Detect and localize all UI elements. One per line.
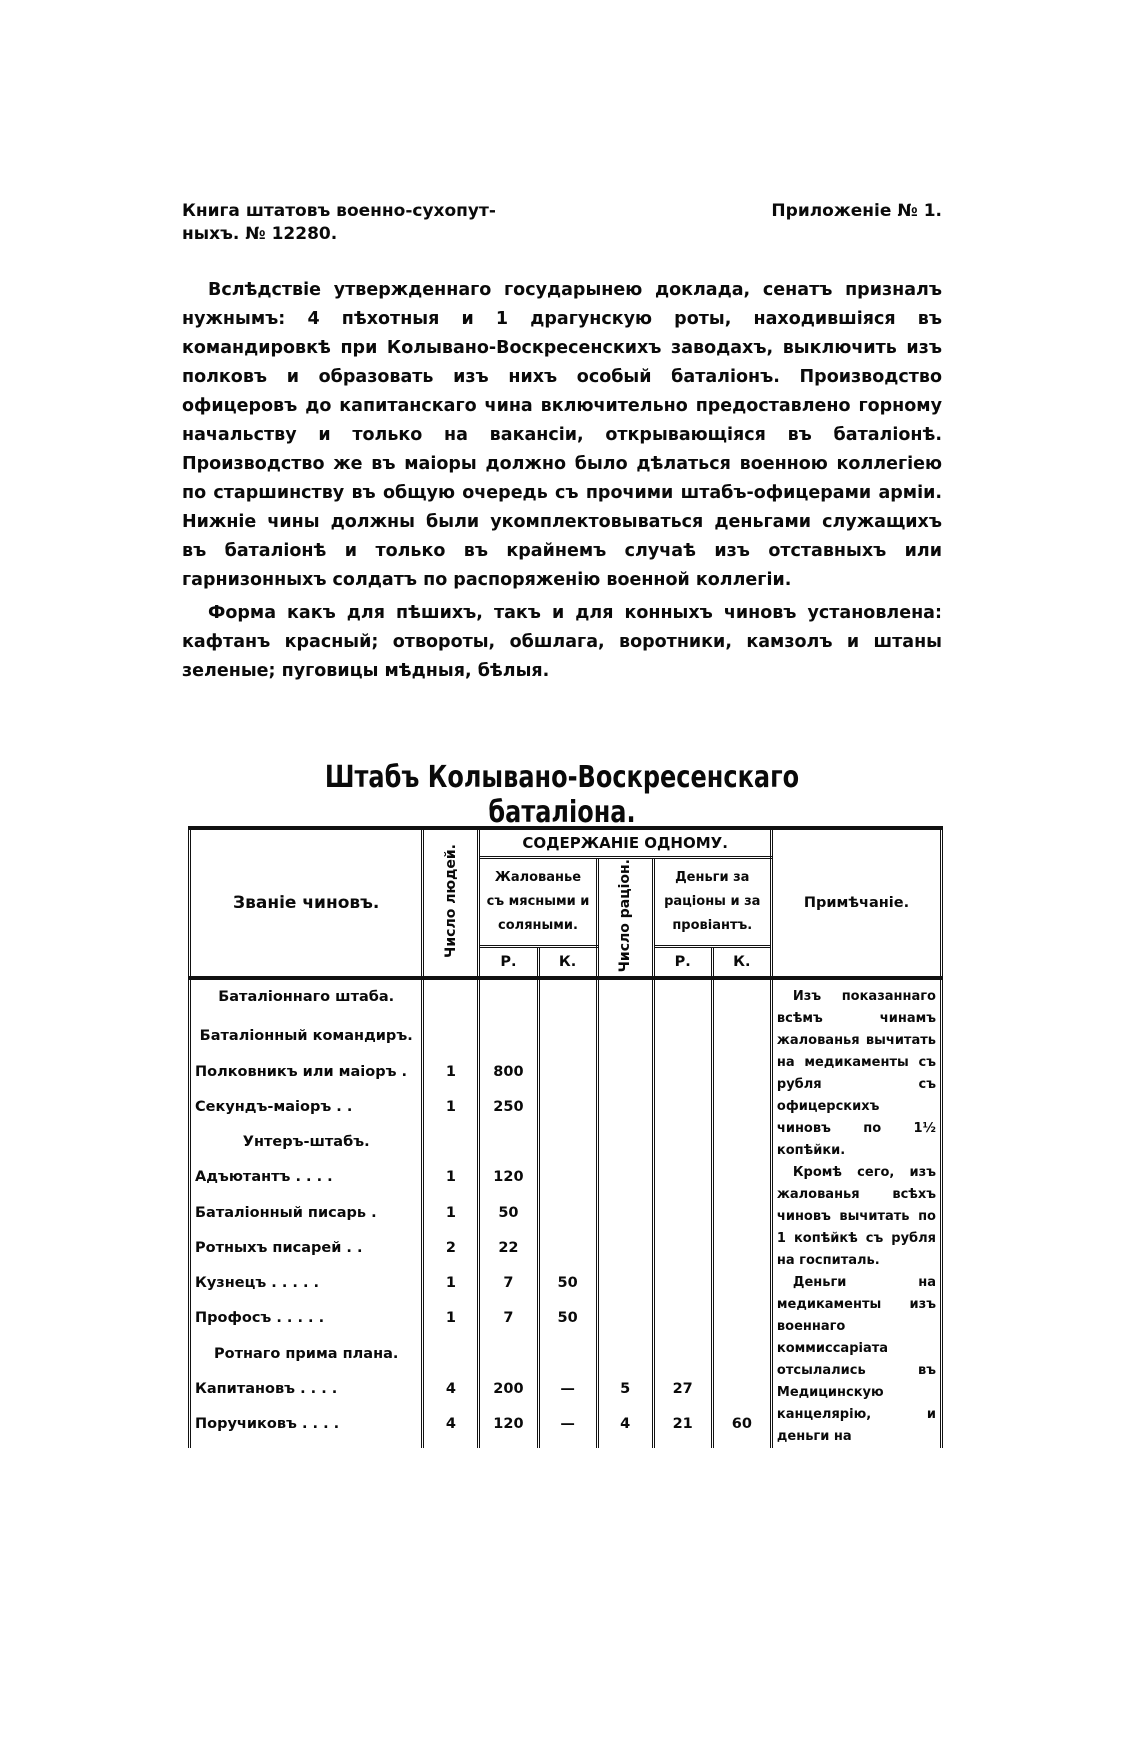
document-page	[182, 200, 952, 1445]
row-people: 4	[423, 1413, 479, 1448]
row-rations	[597, 1096, 653, 1131]
row-salary-kop: 50	[538, 1307, 597, 1342]
body-text	[182, 276, 942, 686]
row-people: 4	[423, 1378, 479, 1413]
header-source-line2: ныхъ. № 12280.	[182, 224, 338, 244]
row-rations: 4	[597, 1413, 653, 1448]
row-salary-kop	[538, 1096, 597, 1131]
header-salary-rub: Р.	[479, 947, 538, 979]
row-salary-rub: 200	[479, 1378, 538, 1413]
row-salary-rub: 7	[479, 1307, 538, 1342]
header-source-line1: Книга штатовъ военно-сухопут-	[182, 201, 496, 221]
row-rations-rub	[653, 1307, 712, 1342]
header-salary-kop: К.	[538, 947, 597, 979]
row-rations	[597, 1307, 653, 1342]
row-rations-rub	[653, 1096, 712, 1131]
table-title: Штабъ Колывано-Воскресенскаго баталіона.	[324, 760, 800, 830]
row-people: 1	[423, 1307, 479, 1342]
paragraph-2: Форма какъ для пѣшихъ, такъ и для конныхъ чиновъ установлена: кафтанъ красный; отвороты, обшлага, воротники, камзолъ и штаны зеленые; пуговицы мѣдныя, бѣлыя.	[182, 603, 942, 681]
remark-3: Деньги на медикаменты изъ военнаго коммиссаріата отсылались въ Медицинскую канцелярію, и деньги на	[776, 1275, 936, 1445]
header-people	[423, 828, 479, 978]
row-rations-rub: 27	[653, 1378, 712, 1413]
row-name: Ротныхъ писарей . .	[190, 1237, 423, 1272]
row-rations	[597, 1237, 653, 1272]
remark-2: Кромѣ сего, изъ жалованья всѣхъ чиновъ вычитать по 1 копѣйкѣ съ рубля на госпиталь.	[776, 1165, 936, 1269]
header-rations-rub: Р.	[653, 947, 712, 979]
row-salary-rub: 250	[479, 1096, 538, 1131]
row-name: Адъютантъ . . . .	[190, 1166, 423, 1201]
row-section: Унтеръ-штабъ.	[190, 1131, 423, 1166]
row-rations	[597, 1061, 653, 1096]
row-people: 1	[423, 1202, 479, 1237]
header-rations-count	[597, 858, 653, 979]
row-rations-kop	[712, 1272, 771, 1307]
row-rations-kop	[712, 1061, 771, 1096]
row-salary-rub: 120	[479, 1413, 538, 1448]
header-content-group: СОДЕРЖАНІЕ ОДНОМУ.	[479, 828, 772, 858]
table-row	[190, 978, 942, 1025]
row-rations-kop	[712, 1378, 771, 1413]
row-rations-kop	[712, 1096, 771, 1131]
paragraph-1: Вслѣдствіе утвержденнаго государынею доклада, сенатъ призналъ нужнымъ: 4 пѣхотныя и 1 драгунскую роты, находившіяся въ командировкѣ при Колывано-Воскресенскихъ заводахъ, выключить изъ полковъ и образовать изъ нихъ особый баталіонъ. Производство офицеровъ до капитанскаго чина включительно предоставлено горному начальству и только на вакансіи, открывающіяся въ баталіонѣ. Производство же въ маіоры должно было дѣлаться военною коллегіею по старшинству въ общую очередь съ прочими штабъ-офицерами арміи. Нижніе чины должны были укомплектовываться деньгами служащихъ въ баталіонѣ и только въ крайнемъ случаѣ изъ отставныхъ или гарнизонныхъ солдатъ по распоряженію военной коллегіи.	[182, 280, 942, 590]
header-rank: Званіе чиновъ.	[190, 828, 423, 978]
staff-table	[188, 826, 943, 1448]
row-salary-rub: 22	[479, 1237, 538, 1272]
row-rations-kop	[712, 1307, 771, 1342]
row-people: 1	[423, 1272, 479, 1307]
row-name: Баталіонный писарь .	[190, 1202, 423, 1237]
header-salary: Жалованье съ мясными и соляными.	[479, 858, 597, 947]
row-salary-kop: —	[538, 1413, 597, 1448]
header-rations-kop: К.	[712, 947, 771, 979]
row-salary-rub: 120	[479, 1166, 538, 1201]
row-rations	[597, 1272, 653, 1307]
row-rations-rub	[653, 1202, 712, 1237]
header-rations-money: Деньги за раціоны и за провіантъ.	[653, 858, 771, 947]
remark-1: Изъ показаннаго всѣмъ чинамъ жалованья вычитать на медикаменты съ рубля съ офицерскихъ чиновъ по 1½ копѣйки.	[776, 989, 936, 1159]
row-section: Баталіоннаго штаба.	[190, 978, 423, 1025]
row-rations-rub: 21	[653, 1413, 712, 1448]
row-name: Поручиковъ . . . .	[190, 1413, 423, 1448]
row-people: 2	[423, 1237, 479, 1272]
header-people-label: Число людей.	[442, 844, 459, 959]
row-name: Капитановъ . . . .	[190, 1378, 423, 1413]
row-subsection: Баталіонный командиръ.	[190, 1025, 423, 1060]
bleed-through-text	[182, 246, 942, 268]
row-salary-kop	[538, 1202, 597, 1237]
row-salary-kop	[538, 1166, 597, 1201]
row-name: Профосъ . . . . .	[190, 1307, 423, 1342]
row-rations-rub	[653, 1166, 712, 1201]
row-salary-rub: 7	[479, 1272, 538, 1307]
row-rations-kop: 60	[712, 1413, 771, 1448]
header-appendix: Приложеніе № 1.	[771, 201, 942, 221]
header-rations-count-label: Число раціон.	[617, 859, 634, 973]
row-people: 1	[423, 1166, 479, 1201]
row-people: 1	[423, 1096, 479, 1131]
row-rations-rub	[653, 1272, 712, 1307]
row-rations-rub	[653, 1061, 712, 1096]
row-salary-kop	[538, 1061, 597, 1096]
page-header	[182, 200, 952, 246]
row-people: 1	[423, 1061, 479, 1096]
row-salary-kop: —	[538, 1378, 597, 1413]
row-rations: 5	[597, 1378, 653, 1413]
header-remarks: Примѣчаніе.	[771, 828, 941, 978]
row-salary-rub: 50	[479, 1202, 538, 1237]
row-rations	[597, 1202, 653, 1237]
remarks-cell	[771, 978, 941, 1448]
header-source	[182, 200, 496, 246]
row-salary-kop	[538, 1237, 597, 1272]
row-salary-kop: 50	[538, 1272, 597, 1307]
row-rations	[597, 1166, 653, 1201]
row-section: Ротнаго прима плана.	[190, 1343, 423, 1378]
row-rations-kop	[712, 1166, 771, 1201]
row-rations-kop	[712, 1237, 771, 1272]
row-rations-kop	[712, 1202, 771, 1237]
row-name: Секундъ-маіоръ . .	[190, 1096, 423, 1131]
row-rations-rub	[653, 1237, 712, 1272]
row-name: Кузнецъ . . . . .	[190, 1272, 423, 1307]
row-name: Полковникъ или маіоръ .	[190, 1061, 423, 1096]
row-salary-rub: 800	[479, 1061, 538, 1096]
